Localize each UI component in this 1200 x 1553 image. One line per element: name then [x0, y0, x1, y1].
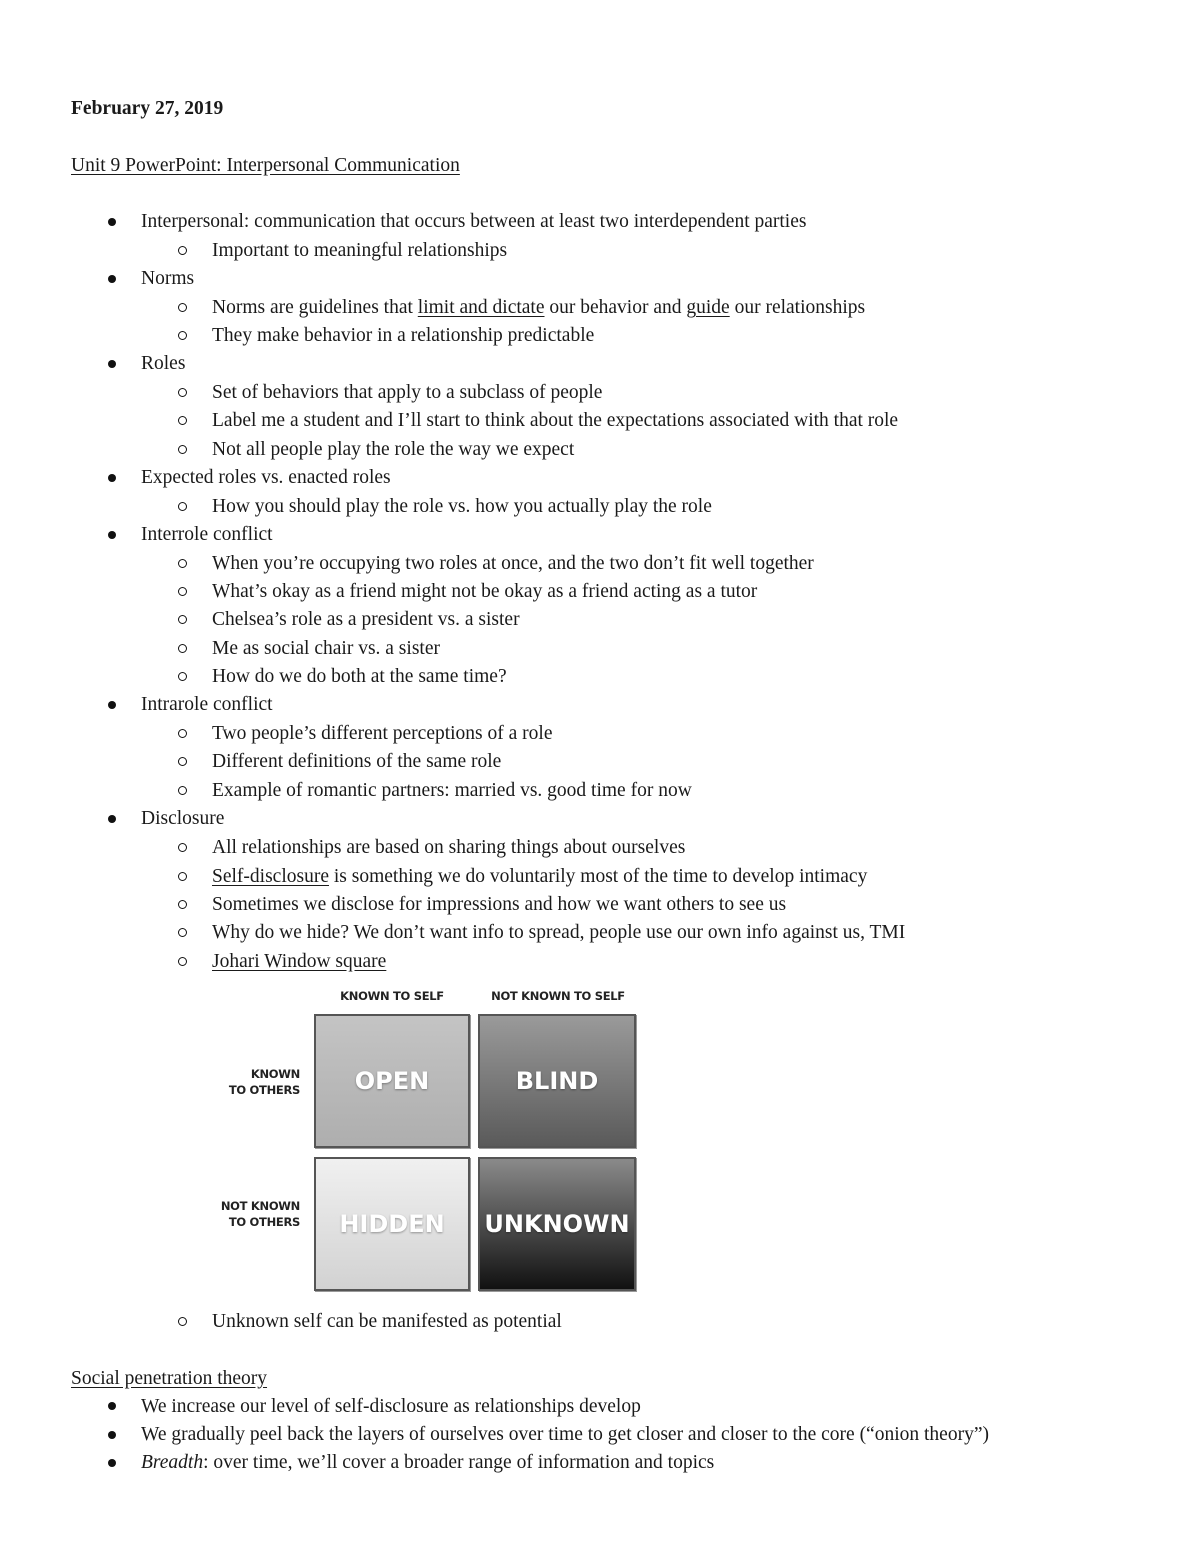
sub-list-item: Label me a student and I’ll start to think about the expectations associated with that role	[212, 410, 899, 431]
sub-list-item: Chelsea’s role as a president vs. a sister	[212, 609, 520, 630]
list-item: Roles	[141, 353, 186, 374]
circle-bullet-icon	[178, 246, 187, 255]
bullet-icon	[108, 1402, 116, 1410]
column-header-known-to-self: KNOWN TO SELF	[340, 989, 444, 1003]
bullet-icon	[108, 275, 116, 283]
circle-bullet-icon	[178, 957, 187, 966]
quadrant-label: HIDDEN	[339, 1210, 445, 1238]
circle-bullet-icon	[178, 928, 187, 937]
section-heading: Unit 9 PowerPoint: Interpersonal Communication	[71, 155, 460, 176]
sub-list-item: Set of behaviors that apply to a subclass of people	[212, 382, 603, 403]
quadrant-blind	[478, 1014, 636, 1148]
quadrant-hidden	[314, 1157, 470, 1291]
circle-bullet-icon	[178, 1317, 187, 1326]
sub-list-item: Self-disclosure is something we do voluntarily most of the time to develop intimacy	[212, 866, 868, 887]
bullet-icon	[108, 1459, 116, 1467]
sub-list-item: Example of romantic partners: married vs. good time for now	[212, 780, 692, 801]
sub-list-item: Not all people play the role the way we expect	[212, 439, 575, 460]
section-heading: Social penetration theory	[71, 1368, 268, 1389]
bullet-icon	[108, 218, 116, 226]
list-item: Interrole conflict	[141, 524, 273, 545]
circle-bullet-icon	[178, 843, 187, 852]
list-item: We gradually peel back the layers of ourselves over time to get closer and closer to the core (“onion theory”)	[141, 1424, 989, 1445]
circle-bullet-icon	[178, 729, 187, 738]
list-item: Intrarole conflict	[141, 694, 273, 715]
row-header-not-known-to-others: NOT KNOWN TO OTHERS	[220, 1199, 300, 1229]
circle-bullet-icon	[178, 872, 187, 881]
circle-bullet-icon	[178, 757, 187, 766]
bullet-icon	[108, 701, 116, 709]
row-header-known-to-others: KNOWN TO OTHERS	[228, 1067, 300, 1097]
circle-bullet-icon	[178, 331, 187, 340]
circle-bullet-icon	[178, 445, 187, 454]
sub-list-item: Different definitions of the same role	[212, 751, 502, 772]
circle-bullet-icon	[178, 502, 187, 511]
bullet-icon	[108, 1431, 116, 1439]
sub-list-item: How do we do both at the same time?	[212, 666, 507, 687]
circle-bullet-icon	[178, 644, 187, 653]
quadrant-label: UNKNOWN	[484, 1210, 630, 1238]
date-heading: February 27, 2019	[71, 98, 224, 119]
sub-list-item: Important to meaningful relationships	[212, 240, 508, 261]
sub-list-item: Me as social chair vs. a sister	[212, 638, 440, 659]
bullet-icon	[108, 531, 116, 539]
sub-list-item: Sometimes we disclose for impressions and how we want others to see us	[212, 894, 787, 915]
sub-list-item: When you’re occupying two roles at once, and the two don’t fit well together	[212, 553, 814, 574]
sub-list-item: All relationships are based on sharing things about ourselves	[212, 837, 686, 858]
quadrant-label: BLIND	[515, 1067, 599, 1095]
circle-bullet-icon	[178, 615, 187, 624]
sub-list-item: Why do we hide? We don’t want info to spread, people use our own info against us, TMI	[212, 922, 906, 943]
circle-bullet-icon	[178, 559, 187, 568]
quadrant-open	[314, 1014, 470, 1148]
sub-list-item: They make behavior in a relationship predictable	[212, 325, 595, 346]
sub-list-item: Norms are guidelines that limit and dictate our behavior and guide our relationships	[212, 297, 866, 318]
sub-list-item: How you should play the role vs. how you actually play the role	[212, 496, 712, 517]
circle-bullet-icon	[178, 587, 187, 596]
list-item: Expected roles vs. enacted roles	[141, 467, 391, 488]
circle-bullet-icon	[178, 416, 187, 425]
bullet-icon	[108, 360, 116, 368]
circle-bullet-icon	[178, 786, 187, 795]
sub-list-item: What’s okay as a friend might not be okay as a friend acting as a tutor	[212, 581, 758, 602]
list-item: Disclosure	[141, 808, 225, 829]
list-item: We increase our level of self-disclosure as relationships develop	[141, 1396, 641, 1417]
quadrant-unknown	[478, 1157, 636, 1291]
column-header-not-known-to-self: NOT KNOWN TO SELF	[491, 989, 625, 1003]
circle-bullet-icon	[178, 900, 187, 909]
sub-list-item: Johari Window square	[212, 951, 387, 972]
sub-list-item: Unknown self can be manifested as potential	[212, 1311, 562, 1332]
circle-bullet-icon	[178, 303, 187, 312]
circle-bullet-icon	[178, 388, 187, 397]
sub-list-item: Two people’s different perceptions of a role	[212, 723, 553, 744]
quadrant-label: OPEN	[354, 1067, 430, 1095]
bullet-icon	[108, 815, 116, 823]
list-item: Interpersonal: communication that occurs between at least two interdependent parties	[141, 211, 807, 232]
list-item: Breadth: over time, we’ll cover a broader range of information and topics	[141, 1452, 715, 1473]
bullet-icon	[108, 474, 116, 482]
circle-bullet-icon	[178, 672, 187, 681]
list-item: Norms	[141, 268, 195, 289]
